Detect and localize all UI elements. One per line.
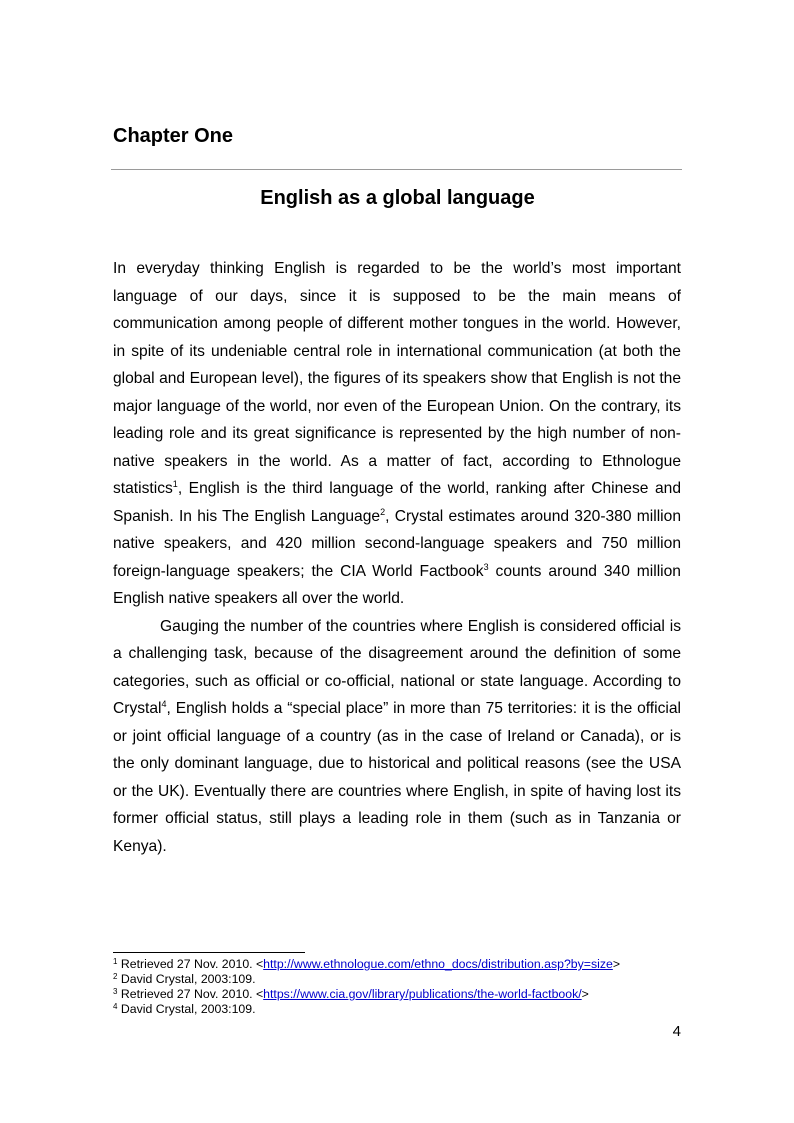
- footnote-number: 4: [113, 1002, 118, 1011]
- footnote-number: 2: [113, 972, 118, 981]
- footnote-link[interactable]: http://www.ethnologue.com/ethno_docs/distribution.asp?by=size: [263, 957, 613, 971]
- footnote-text: David Crystal, 2003:109.: [120, 972, 256, 986]
- footnote-3: [113, 987, 683, 1002]
- section-title: English as a global language: [260, 187, 535, 209]
- paragraph-1-text-1: In everyday thinking English is regarded to be the world’s most important language of our days, since it is supposed to be the main means of communication among people of different mother tongues in the world. However, in spite of its undeniable central role in international communication (at both the global and European level), the figures of its speakers show that English is not the major language of the world, nor even of the European Union. On the contrary, its leading role and its great significance is represented by the high number of non-native speakers in the world. As a matter of fact, according to Ethnologue statistics: [113, 260, 681, 497]
- footnote-ref-3[interactable]: 3: [483, 561, 489, 572]
- footnote-4: [113, 1002, 683, 1017]
- footnote-text-end: >: [612, 957, 621, 971]
- page-number: 4: [672, 1023, 681, 1040]
- paragraph-2: [113, 613, 681, 861]
- footnote-separator: [113, 952, 305, 953]
- footnote-link[interactable]: https://www.cia.gov/library/publications/the-world-factbook/: [263, 987, 582, 1001]
- paragraph-2-text-2: , English holds a “special place” in more than 75 territories: it is the official or joint official language of a country (as in the case of Ireland or Canada), or is the only dominant language, due to historical and political reasons (see the USA or the UK). Eventually there are countries where English, in spite of having lost its former official status, still plays a leading role in them (such as in Tanzania or Kenya).: [113, 700, 681, 855]
- footnote-ref-2[interactable]: 2: [380, 506, 386, 517]
- footnote-2: [113, 972, 683, 987]
- paragraph-2-text-1: Gauging the number of the countries where English is considered official is a challenging task, because of the disagreement around the definition of some categories, such as official or co-official, national or state language. According to Crystal: [113, 617, 681, 717]
- footnote-ref-1[interactable]: 1: [172, 479, 178, 489]
- body-text: [113, 255, 681, 860]
- chapter-heading: Chapter One: [113, 125, 234, 147]
- footnote-text: Retrieved 27 Nov. 2010. <: [120, 957, 264, 971]
- footnote-text: David Crystal, 2003:109.: [120, 1002, 256, 1016]
- paragraph-1-text-3: , Crystal estimates around 320-380 million native speakers, and 420 million second-language speakers and 750 million foreign-language speakers; the CIA World Factbook: [113, 507, 681, 580]
- paragraph-1-text-2: , English is the third language of the world, ranking after Chinese and Spanish. In his The English Language: [113, 480, 681, 525]
- paragraph-1-text-4: counts around 340 million English native speakers all over the world.: [113, 562, 681, 607]
- footnote-text-end: >: [581, 987, 589, 1001]
- footnote-text: Retrieved 27 Nov. 2010. <: [120, 987, 264, 1001]
- footnotes: [113, 957, 683, 1017]
- paragraph-1: [113, 255, 681, 613]
- footnote-number: 1: [113, 957, 118, 966]
- heading-divider: [111, 169, 682, 170]
- footnote-number: 3: [113, 987, 118, 996]
- footnote-1: [113, 957, 683, 972]
- footnote-ref-4[interactable]: 4: [161, 699, 167, 709]
